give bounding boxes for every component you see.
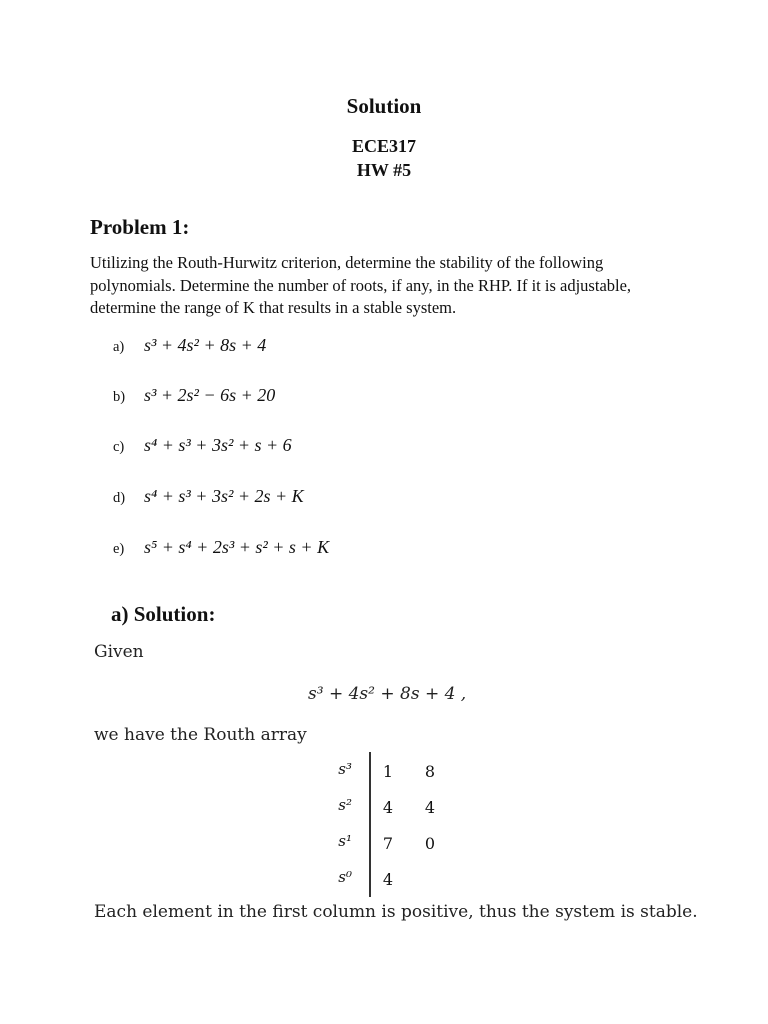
polynomial: s³ + 4s² + 8s + 4 <box>144 335 267 355</box>
routh-cell: 1 <box>382 762 394 781</box>
routh-cell: 4 <box>382 870 394 889</box>
routh-array <box>312 752 462 897</box>
routh-cell: 7 <box>382 834 394 853</box>
problem-heading: Problem 1: <box>90 215 190 239</box>
polynomial: s³ + 2s² − 6s + 20 <box>144 385 276 405</box>
routh-intro-text: we have the Routh array <box>94 725 307 745</box>
solution-heading: a) Solution: <box>111 602 216 626</box>
polynomial-item-b <box>113 385 275 406</box>
polynomial: s⁴ + s³ + 3s² + s + 6 <box>144 435 292 455</box>
item-label: a) <box>113 339 125 355</box>
problem-statement-line: determine the range of K that results in a stable system. <box>90 298 457 317</box>
problem-statement-line: Utilizing the Routh-Hurwitz criterion, determine the stability of the following <box>90 253 604 272</box>
polynomial-item-e <box>113 537 329 558</box>
page-title: Solution <box>346 94 422 118</box>
item-label: e) <box>113 541 125 557</box>
item-label: b) <box>113 389 126 405</box>
routh-cell: 8 <box>424 762 436 781</box>
homework-number: HW #5 <box>356 160 412 180</box>
conclusion-text: Each element in the first column is positive, thus the system is stable. <box>94 902 698 922</box>
routh-cell: 4 <box>424 798 436 817</box>
polynomial-item-c <box>113 435 292 456</box>
given-equation: s³ + 4s² + 8s + 4 , <box>308 684 467 704</box>
given-text: Given <box>94 642 144 662</box>
routh-divider <box>369 752 371 897</box>
item-label: d) <box>113 490 126 506</box>
polynomial: s⁴ + s³ + 3s² + 2s + K <box>144 486 304 506</box>
problem-statement <box>90 252 690 320</box>
course-code: ECE317 <box>351 136 416 156</box>
routh-row-label: s³ <box>338 760 352 778</box>
polynomial-item-d <box>113 486 304 507</box>
routh-cell: 4 <box>382 798 394 817</box>
routh-cell: 0 <box>424 834 436 853</box>
polynomial-item-a <box>113 335 266 356</box>
routh-row-label: s² <box>338 796 352 814</box>
routh-row-label: s¹ <box>338 832 352 850</box>
polynomial: s⁵ + s⁴ + 2s³ + s² + s + K <box>144 537 330 557</box>
routh-row-label: s⁰ <box>338 868 352 886</box>
item-label: c) <box>113 439 125 455</box>
problem-statement-line: polynomials. Determine the number of roots, if any, in the RHP. If it is adjustable, <box>90 275 632 295</box>
